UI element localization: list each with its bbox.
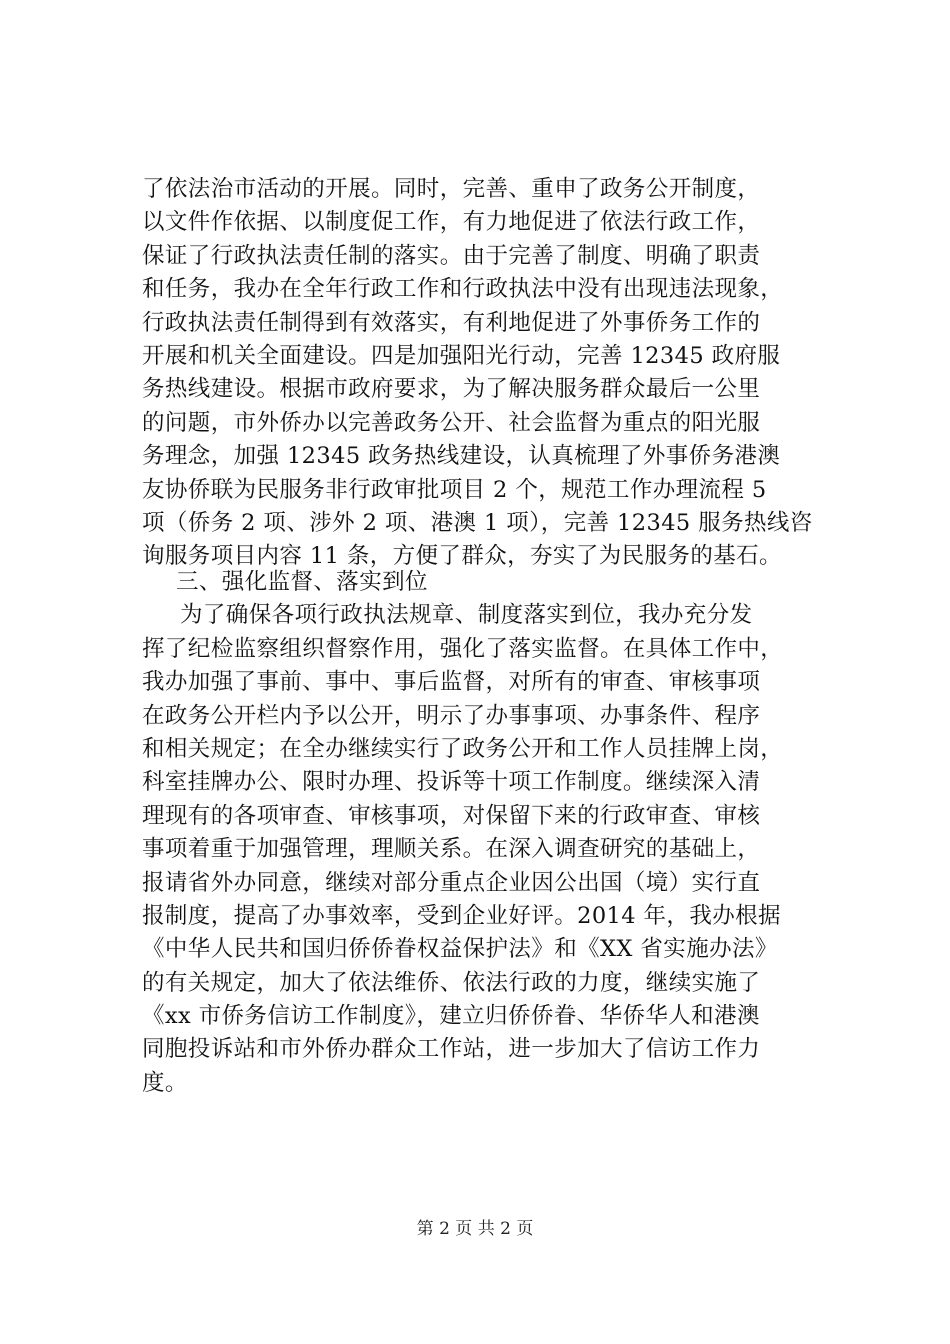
section-three (142, 566, 842, 1100)
text-line: 理现有的各项审查、审核事项，对保留下来的行政审查、审核 (142, 802, 761, 829)
text-line: 的问题，市外侨办以完善政务公开、社会监督为重点的阳光服 (142, 409, 761, 436)
text-line: 报制度，提高了办事效率，受到企业好评。2014 年，我办根据 (142, 902, 781, 929)
text-line: 的有关规定，加大了依法维侨、依法行政的力度，继续实施了 (142, 969, 761, 996)
text-line: 了依法治市活动的开展。同时，完善、重申了政务公开制度， (142, 176, 761, 202)
text-line: 开展和机关全面建设。四是加强阳光行动，完善 12345 政府服 (142, 342, 781, 369)
text-line: 和相关规定；在全办继续实行了政务公开和工作人员挂牌上岗， (142, 735, 784, 762)
text-line: 务理念，加强 12345 政务热线建设，认真梳理了外事侨务港澳 (142, 443, 781, 470)
text-line: 度。 (142, 1069, 188, 1096)
text-line: 事项着重于加强管理，理顺关系。在深入调查研究的基础上， (142, 836, 761, 863)
text-line: 以文件作依据、以制度促工作，有力地促进了依法行政工作， (142, 209, 761, 236)
section-heading: 三、强化监督、落实到位 (176, 569, 428, 595)
text-line: 询服务项目内容 11 条，方便了群众，夯实了为民服务的基石。 (142, 543, 782, 570)
paragraph-continued (142, 173, 842, 574)
page-number-footer: 第 2 页 共 2 页 (416, 1219, 534, 1239)
text-line: 同胞投诉站和市外侨办群众工作站，进一步加大了信访工作力 (142, 1036, 761, 1063)
text-line: 《xx 市侨务信访工作制度》，建立归侨侨眷、华侨华人和港澳 (142, 1003, 760, 1030)
text-line: 科室挂牌办公、限时办理、投诉等十项工作制度。继续深入清 (142, 769, 761, 796)
text-line: 和任务，我办在全年行政工作和行政执法中没有出现违法现象， (142, 276, 784, 303)
text-line: 报请省外办同意，继续对部分重点企业因公出国（境）实行直 (142, 869, 761, 896)
text-line: 我办加强了事前、事中、事后监督，对所有的审查、审核事项 (142, 669, 761, 696)
text-line: 保证了行政执法责任制的落实。由于完善了制度、明确了职责 (142, 242, 761, 269)
text-line: 务热线建设。根据市政府要求，为了解决服务群众最后一公里 (142, 376, 761, 403)
text-line: 在政务公开栏内予以公开，明示了办事事项、办事条件、程序 (142, 702, 761, 729)
text-line: 项（侨务 2 项、涉外 2 项、港澳 1 项），完善 12345 服务热线咨 (142, 509, 813, 536)
text-line: 友协侨联为民服务非行政审批项目 2 个，规范工作办理流程 5 (142, 476, 767, 503)
text-line: 为了确保各项行政执法规章、制度落实到位，我办充分发 (180, 602, 753, 629)
text-line: 《中华人民共和国归侨侨眷权益保护法》和《XX 省实施办法》 (142, 936, 778, 963)
text-line: 行政执法责任制得到有效落实，有利地促进了外事侨务工作的 (142, 309, 761, 336)
text-line: 挥了纪检监察组织督察作用，强化了落实监督。在具体工作中， (142, 635, 784, 662)
